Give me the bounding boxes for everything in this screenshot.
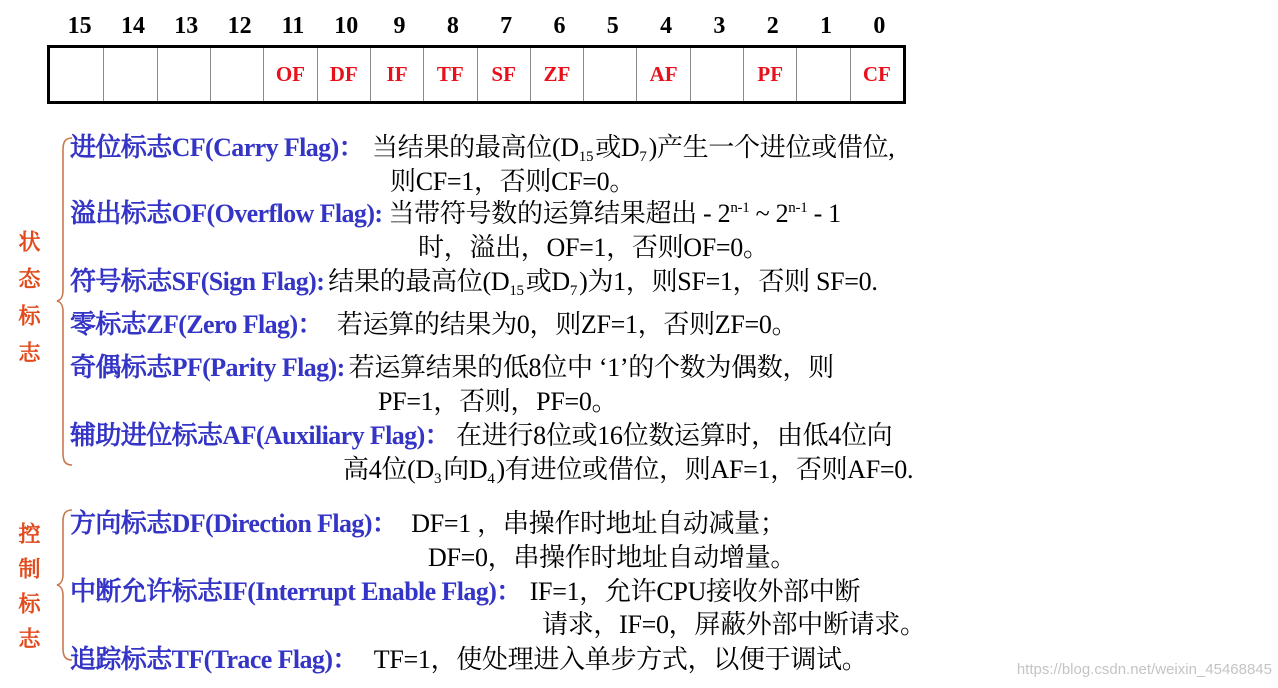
desc-text: 当带符号数的运算结果超出 - 2: [388, 199, 731, 228]
desc-text: 高4位(D: [343, 455, 434, 484]
superscript: n-1: [788, 200, 808, 216]
status-flags-brace: [57, 138, 72, 465]
bit-number-6: 6: [553, 13, 566, 39]
carry-flag-row: [70, 131, 894, 165]
interrupt-flag-description: IF=1，允许CPU接收外部中断: [529, 577, 861, 606]
carry-flag-description: [372, 133, 895, 165]
zero-flag-label: 零标志ZF(Zero Flag)：: [70, 310, 323, 339]
bit-number-4: 4: [660, 13, 673, 39]
bit-number-7: 7: [500, 13, 513, 39]
bit-number-11: 11: [281, 13, 305, 39]
bit-number-14: 14: [120, 13, 145, 39]
parity-flag-description: 若运算结果的低8位中 ‘1’的个数为偶数，则: [348, 353, 834, 382]
register-cell-bit-2: PF: [743, 48, 796, 101]
register-cell-bit-3: [690, 48, 743, 101]
interrupt-flag-row: [70, 575, 860, 609]
interrupt-flag-continuation: 请求，IF=0，屏蔽外部中断请求。: [542, 610, 926, 639]
desc-text: 或D: [525, 267, 570, 296]
bit-number-0: 0: [873, 13, 886, 39]
subscript: 3: [433, 471, 442, 487]
subscript: 15: [578, 149, 594, 165]
flags-register: [47, 45, 906, 104]
bit-number-2: 2: [766, 13, 779, 39]
overflow-flag-continuation: 时，溢出，OF=1，否则OF=0。: [418, 233, 769, 262]
bit-number-5: 5: [606, 13, 619, 39]
parity-flag-label: 奇偶标志PF(Parity Flag):: [70, 353, 345, 382]
carry-flag-continuation: 则CF=1，否则CF=0。: [390, 167, 636, 196]
auxiliary-flag-continuation: [343, 453, 913, 487]
sign-flag-row: [70, 265, 878, 299]
desc-text: 结果的最高位(D: [328, 267, 510, 296]
watermark: https://blog.csdn.net/weixin_45468845: [1016, 661, 1272, 678]
overflow-flag-label: 溢出标志OF(Overflow Flag):: [70, 199, 383, 228]
bit-number-3: 3: [713, 13, 726, 39]
superscript: n-1: [730, 200, 750, 216]
subscript: 7: [569, 283, 578, 299]
sign-flag-description: [328, 267, 878, 299]
bit-number-9: 9: [393, 13, 406, 39]
trace-flag-row: [70, 643, 868, 677]
register-cell-bit-1: [796, 48, 849, 101]
bit-number-row: [53, 10, 906, 42]
direction-flag-continuation: DF=0，串操作时地址自动增量。: [428, 543, 797, 572]
carry-flag-label: 进位标志CF(Carry Flag)：: [70, 133, 365, 162]
bit-number-12: 12: [227, 13, 252, 39]
parity-flag-row: [70, 351, 834, 385]
register-cell-bit-10: DF: [317, 48, 370, 101]
desc-text: 或D: [595, 133, 640, 162]
direction-flag-label: 方向标志DF(Direction Flag)：: [70, 509, 398, 538]
register-cell-bit-13: [157, 48, 210, 101]
desc-text: )为1，则SF=1，否则 SF=0.: [579, 267, 878, 296]
register-cell-bit-7: SF: [477, 48, 530, 101]
overflow-flag-description: [388, 199, 840, 228]
register-cell-bit-0: CF: [850, 48, 903, 101]
desc-text: ~ 2: [749, 199, 789, 228]
bit-number-1: 1: [820, 13, 833, 39]
zero-flag-description: 若运算的结果为0，则ZF=1，否则ZF=0。: [336, 310, 798, 339]
zero-flag-row: [70, 308, 797, 342]
direction-flag-description: DF=1 ，串操作时地址自动减量；: [411, 509, 786, 538]
register-cell-bit-4: AF: [636, 48, 689, 101]
status-flags-group-label: 状态标志: [16, 230, 41, 378]
register-cell-bit-14: [103, 48, 156, 101]
interrupt-flag-label: 中断允许标志IF(Interrupt Enable Flag)：: [70, 577, 522, 606]
desc-text: 当结果的最高位(D: [372, 133, 579, 162]
direction-flag-row: [70, 507, 786, 541]
register-cell-bit-12: [210, 48, 263, 101]
bit-number-8: 8: [446, 13, 459, 39]
register-cell-bit-11: OF: [263, 48, 316, 101]
subscript: 4: [487, 471, 495, 487]
register-cell-bit-8: TF: [423, 48, 476, 101]
auxiliary-flag-row: [70, 419, 892, 453]
auxiliary-flag-description: 在进行8位或16位数运算时，由低4位向: [456, 421, 893, 450]
parity-flag-continuation: PF=1，否则，PF=0。: [378, 387, 618, 416]
auxiliary-flag-label: 辅助进位标志AF(Auxiliary Flag)：: [70, 421, 451, 450]
desc-text: )有进位或借位，则AF=1，否则AF=0.: [496, 455, 914, 484]
trace-flag-label: 追踪标志TF(Trace Flag)：: [70, 645, 358, 674]
desc-text: - 1: [807, 199, 841, 228]
overflow-flag-row: [70, 197, 841, 231]
desc-text: 向D: [443, 455, 488, 484]
control-flags-group-label: 控制标志: [16, 522, 41, 662]
register-cell-bit-5: [583, 48, 636, 101]
bit-number-15: 15: [67, 13, 92, 39]
subscript: 7: [639, 149, 647, 165]
trace-flag-description: TF=1，使处理进入单步方式，以便于调试。: [373, 645, 868, 674]
bit-number-10: 10: [334, 13, 359, 39]
subscript: 15: [509, 283, 524, 299]
bit-number-13: 13: [174, 13, 199, 39]
sign-flag-label: 符号标志SF(Sign Flag):: [70, 267, 325, 296]
register-cell-bit-6: ZF: [530, 48, 583, 101]
register-cell-bit-9: IF: [370, 48, 423, 101]
desc-text: )产生一个进位或借位,: [648, 133, 895, 162]
